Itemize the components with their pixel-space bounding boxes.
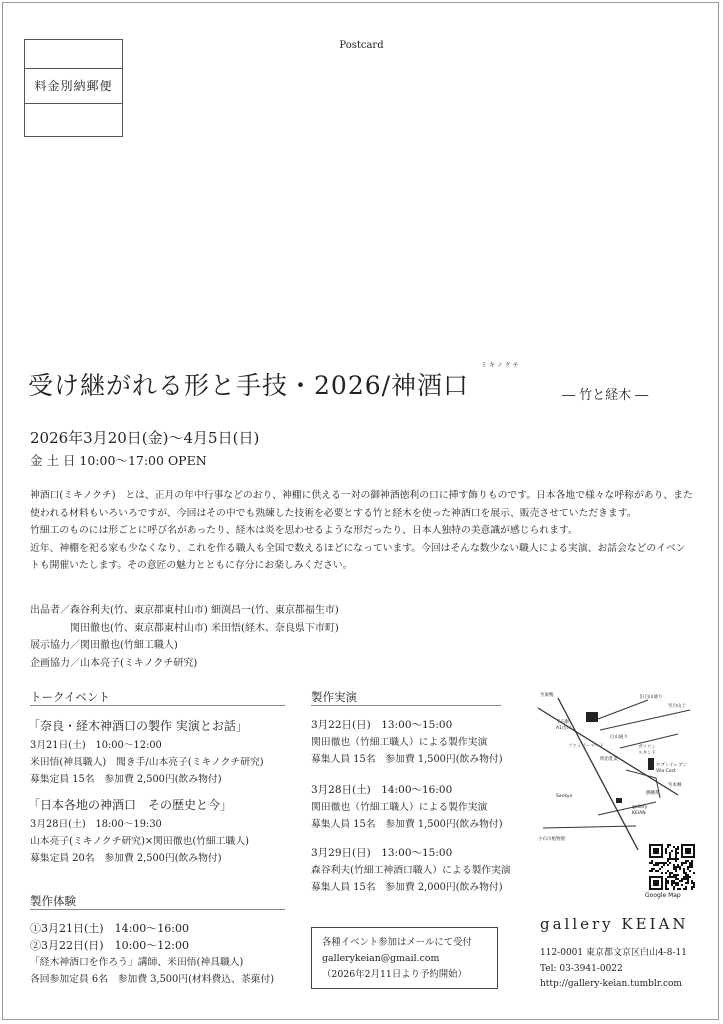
- exhibitor-line: 関田徹也(竹、東京都東村山市) 米田悟(経木、奈良県下市町): [30, 622, 339, 634]
- description-paragraph: 竹細工のものには形ごとに呼び名があったり、経木は炎を思わせるような形だったり、日本人独特の美意識が感じられます。: [30, 525, 578, 536]
- demo-line: 募集人員 15名 参加費 1,500円(飲み物付): [311, 754, 503, 765]
- demo-date: 3月29日(日) 13:00～15:00: [311, 847, 453, 859]
- talk-line: 山本亮子(ミキノクチ研究)×関田徹也(竹細工職人): [30, 836, 249, 847]
- demo-line: 関田徹也（竹細工職人）による製作実演: [311, 802, 488, 813]
- talk-event-title: 「奈良・経木神酒口の製作 実演とお話」: [28, 719, 248, 733]
- booking-info-box: [311, 927, 498, 989]
- booking-line: （2026年2月11日より予約開始）: [322, 969, 467, 980]
- description: [30, 487, 695, 575]
- demo-item: [311, 845, 511, 896]
- gallery-tel: Tel: 03-3941-0022: [540, 963, 623, 974]
- demo-line: 募集人員 15名 参加費 2,000円(飲み物付): [311, 882, 503, 893]
- demo-divider: [311, 705, 501, 706]
- map-label: 明治乳業: [600, 757, 618, 762]
- workshop-line: ①3月21日(土) 14:00～16:00: [30, 922, 189, 935]
- gallery-info: [540, 946, 687, 993]
- map-label: ガソリン: [638, 745, 656, 750]
- exhibition-title: 受け継がれる形と手技・2026/神酒口: [28, 371, 470, 400]
- exhibition-subtitle: ― 竹と経木 ―: [562, 388, 649, 403]
- exhibitor-line: 出品者／森谷利夫(竹、東京都東村山市) 細渕昌一(竹、東京都福生市): [30, 605, 339, 616]
- map-label: 至白山上: [668, 704, 686, 709]
- map-label: KEIAN: [632, 811, 646, 816]
- map-label: 旧白山通り: [640, 695, 663, 700]
- opening-hours: 金 土 日 10:00～17:00 OPEN: [30, 453, 207, 468]
- workshop-details: [30, 920, 274, 988]
- booking-line: 各種イベント参加はメールにて受付: [322, 937, 472, 948]
- map-label: Vilo Cost: [656, 769, 676, 774]
- workshop-divider: [30, 909, 285, 910]
- talk-line: 募集定員 20名 参加費 2,500円(飲み物付): [30, 853, 222, 864]
- map-label: 至巣鴨: [540, 693, 554, 698]
- exhibition-dates: 2026年3月20日(金)～4月5日(日): [30, 429, 260, 447]
- map-label: 小石川植物園: [538, 837, 565, 842]
- exhibitor-line: 企画協力／山本亮子(ミキノクチ研究): [30, 657, 198, 669]
- talk-line: 米田悟(神具職人) 聞き手/山本亮子(ミキノクチ研究): [30, 757, 264, 768]
- demo-date: 3月28日(土) 14:00～16:00: [311, 784, 453, 796]
- booking-email[interactable]: gallerykeian@gmail.com: [322, 953, 440, 964]
- title-ruby: ミキノクチ: [481, 362, 521, 369]
- postcard-label: Postcard: [339, 40, 384, 51]
- demo-line: 募集人員 15名 参加費 1,500円(飲み物付): [311, 819, 503, 830]
- map-label: セブンイレブン: [656, 763, 687, 768]
- demo-item: [311, 782, 503, 833]
- workshop-line: 「経木神酒口を作ろう」講師、米田悟(神具職人): [30, 957, 244, 968]
- talk-line: 3月21日(土) 10:00～12:00: [30, 740, 162, 751]
- talk-divider: [30, 705, 285, 706]
- demo-date: 3月22日(日) 13:00～15:00: [311, 719, 453, 731]
- map-gallery-marker: [616, 798, 622, 803]
- map-road: [590, 700, 648, 722]
- map-label: gallery: [632, 805, 648, 810]
- workshop-line: 各回参加定員 6名 参加費 3,500円(材料費込、茶菓付): [30, 974, 275, 985]
- gallery-address: 112-0001 東京都文京区白山4-8-11: [540, 948, 687, 958]
- map-road: [543, 826, 636, 828]
- map-label: 白山通り: [610, 735, 628, 740]
- postage-text: 料金別納郵便: [25, 68, 122, 104]
- qr-label: Google Map: [645, 892, 681, 899]
- access-map: [528, 690, 698, 850]
- description-paragraph: 近年、神棚を祀る家も少なくなり、これを作る職人も全国で数えるほどになっています。今回はそんな数少ない職人による実演、お話会などのイベントも開催いたします。その意匠の魅力とともに存分にお楽しみください。: [30, 542, 686, 571]
- qr-code-icon[interactable]: [649, 844, 695, 890]
- talk-event-details: [30, 816, 249, 867]
- demo-heading: 製作実演: [311, 690, 357, 704]
- map-label: 勝幡苑: [646, 791, 660, 796]
- map-label: Sankyo: [556, 794, 573, 799]
- description-paragraph: 神酒口(ミキノクチ) とは、正月の年中行事などのおり、神棚に供える一対の御神酒徳利の口に挿す飾りものです。日本各地で様々な呼称があり、また使われる材料もいろいろですが、今回はその中でも熟練した技術を必要とする竹と経木を使った神酒口を展示、販売させていただきます。: [30, 490, 693, 519]
- gallery-name: gallery KEIAN: [540, 915, 689, 933]
- demo-item: [311, 717, 503, 768]
- workshop-line: ②3月22日(日) 10:00～12:00: [30, 939, 189, 952]
- map-label: 至本郷: [668, 783, 682, 788]
- map-building-block: [648, 758, 654, 770]
- exhibitor-list: [30, 602, 339, 672]
- map-station-block: [586, 712, 598, 722]
- talk-event-title: 「日本各地の神酒口 その歴史と今」: [28, 798, 233, 812]
- map-label: A1出口: [556, 726, 571, 731]
- postage-box: [24, 39, 123, 137]
- talk-event-details: [30, 737, 264, 788]
- talk-line: 募集定員 15名 参加費 2,500円(飲み物付): [30, 774, 222, 785]
- exhibitor-line: 展示協力／関田徹也(竹細工職人): [30, 640, 178, 651]
- talk-line: 3月28日(土) 18:00～19:30: [30, 819, 162, 830]
- demo-line: 関田徹也（竹細工職人）による製作実演: [311, 737, 488, 748]
- workshop-heading: 製作体験: [30, 894, 76, 908]
- demo-line: 森谷利夫(竹細工神酒口職人）による製作実演: [311, 865, 511, 876]
- talk-heading: トークイベント: [30, 690, 110, 704]
- map-label: スタンド: [638, 751, 656, 756]
- gallery-url[interactable]: http://gallery-keian.tumblr.com: [540, 979, 682, 989]
- map-label: ファミリーマート: [568, 744, 604, 749]
- map-label: 千石駅: [556, 720, 570, 725]
